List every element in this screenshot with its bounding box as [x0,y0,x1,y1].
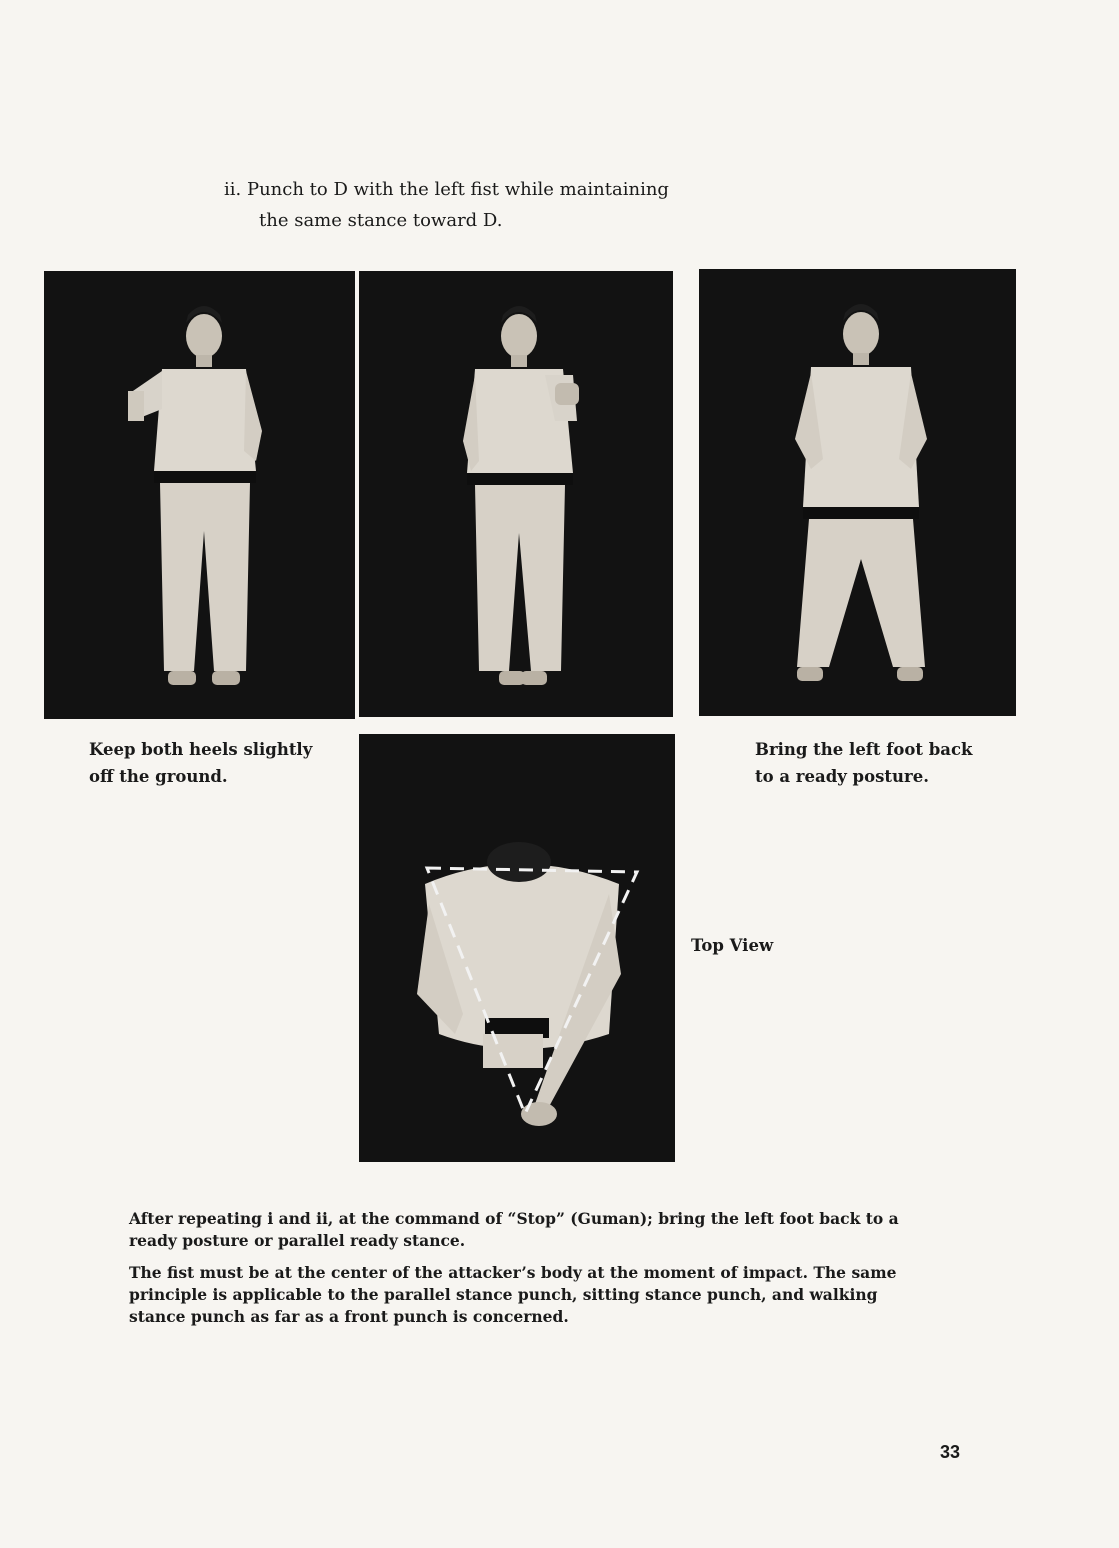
photo-left-punch [44,271,355,719]
caption-heels-line-1: Keep both heels slightly [89,740,313,759]
paragraph-fist-center: The fist must be at the center of the attacker’s body at the moment of impact. The same principle is applicable to the parallel stance punch, sitting stance punch, and walking stance punch as far as a front punch is concerned. [129,1263,897,1326]
caption-ready-line-2: to a ready posture. [755,767,929,786]
caption-heels-line-2: off the ground. [89,767,228,786]
figure-illustration [359,271,673,717]
photo-punch-front [359,271,673,717]
figure-illustration [699,269,1016,716]
heading-line-2: the same stance toward D. [259,210,503,231]
caption-ready-line-1: Bring the left foot back [755,740,973,759]
photo-ready-posture [699,269,1016,716]
page-number: 33 [940,1442,961,1462]
photo-top-view [359,734,675,1162]
caption-heels [89,736,312,790]
figure-illustration [44,271,355,719]
caption-ready-posture [755,736,972,790]
top-view-illustration [359,734,675,1162]
heading-line-1: ii. Punch to D with the left fist while maintaining [224,179,669,200]
paragraph-stop-command: After repeating i and ii, at the command of “Stop” (Guman); bring the left foot back to a ready posture or parallel ready stance. [129,1209,899,1250]
instruction-heading [224,174,669,236]
caption-top-view: Top View [691,936,774,955]
